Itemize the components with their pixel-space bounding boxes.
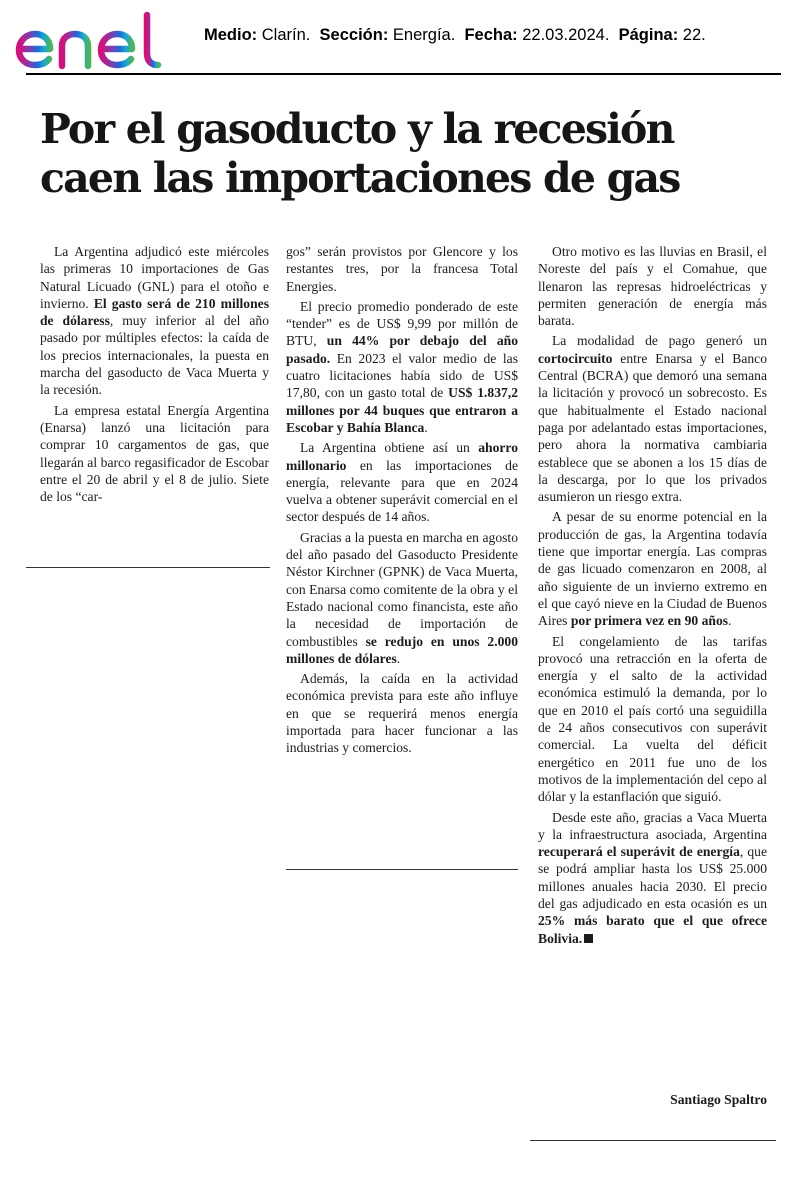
bold-text-run: un 44% por debajo del año pasado. [286,333,518,366]
article-column-1 [40,243,269,508]
col3-paragraph-1: Otro motivo es las lluvias en Brasil, el Noreste del país y el Comahue, que llenaron las represas hidroeléctricas y permiten generación de energía más barata. [538,244,767,329]
logo-letter-e1 [19,34,50,65]
author-byline: Santiago Spaltro [670,1092,767,1107]
text-run: en las importaciones de energía, relevante para que en 2024 vuelva a obtener superávit comercial en el sector después de 14 años. [286,457,518,525]
press-clipping-metadata [204,26,706,45]
text-run: . [424,419,428,435]
text-run: La modalidad de pago generó un [552,333,767,349]
text-run: Desde este año, gracias a Vaca Muerta y la infraestructura asociada, Argentina [538,809,767,842]
text-run: Gracias a la puesta en marcha en agosto del año pasado del Gasoducto Presidente Néstor Kirchner (GPNK) de Vaca Muerta, con Enarsa como comitente de la obra y el Estado nacional como financista, este año la necesidad de importación de combustibles [286,529,518,649]
headline-line-1: Por el gasoducto y la recesión [40,105,674,153]
pagina-label: Página: [618,26,679,44]
col2-paragraph-2 [286,439,518,525]
col3-paragraph-4: El congelamiento de las tarifas provocó una retracción en la oferta de energía y el salto de la actividad económica estimuló la demanda, por lo que en 2010 el país cortó una seguidilla de 24 años consecutivos con superávit comercial. La vuelta del déficit energético en 2011 fue uno de los motivos de la implementación del cepo al dólar y la estanflación que siguió. [538,633,767,805]
col3-paragraph-5 [538,809,767,947]
pagina-value: 22. [682,26,706,44]
col3-paragraph-3 [538,508,767,629]
bold-text-run: 25% más barato que el que ofrece Bolivia. [538,913,767,946]
text-run: , que se podrá ampliar hasta los US$ 25.000 millones anuales hacia 2030. El precio del gas adjudicado en esta ocasión es un [538,844,767,911]
headline-line-2: caen las importaciones de gas [40,154,680,202]
text-run: La Argentina adjudicó este miércoles las primeras 10 importaciones de Gas Natural Licuado (GNL) para el otoño e invierno. [40,244,269,311]
enel-logo [14,10,182,72]
bold-text-run: recuperará el superávit de energía [538,844,740,860]
header-divider [26,73,781,75]
fecha-label: Fecha: [464,26,518,44]
text-run: El precio promedio ponderado de este “tender” es de US$ 9,99 por millón de BTU, [286,298,518,349]
col2-paragraph-4: Además, la caída en la actividad económica prevista para este año influye en que se requerirá menos energía importada para hacer funcionar a las industrias y comercios. [286,671,518,756]
medio-value: Clarín. [261,26,311,44]
text-run: . [728,613,732,629]
seccion-label: Sección: [319,26,389,44]
text-run: . [396,650,401,666]
col3-paragraph-2 [538,332,767,505]
logo-letter-l [147,15,158,65]
bold-text-run: por primera vez en 90 años [570,613,729,629]
bold-text-run: ahorro millonario [286,440,518,473]
bold-text-run: El gasto será de 210 millones de dólaress [40,295,269,329]
col1-paragraph-1 [40,243,269,399]
column-3-end-rule [530,1140,776,1141]
end-of-article-square-icon [584,934,593,943]
logo-letter-n [62,34,88,66]
text-run: entre Enarsa y el Banco Central (BCRA) que demoró una semana la licitación y provocó un sobrecosto. Es que habitualmente el Estado nacional paga por adelantado estas importaciones, pero ahora la normativa cambiaria establece que se abonen a los 15 días de la descarga, por lo que los privados asumieron un riesgo extra. [538,350,767,505]
seccion-value: Energía. [392,26,456,44]
column-1-end-rule [26,567,270,568]
bold-text-run: US$ 1.837,2 millones por 44 buques que entraron a Escobar y Bahía Blanca [286,385,518,435]
col1-paragraph-2: La empresa estatal Energía Argentina (Enarsa) lanzó una licitación para comprar 10 cargamentos de gas, que llegarán al barco regasificador de Escobar entre el 20 de abril y el 8 de julio. Siete de los “car- [40,402,269,505]
logo-letter-e2 [101,34,132,65]
col2-paragraph-1 [286,298,518,436]
text-run: En 2023 el valor medio de las cuatro licitaciones había sido de US$ 17,80, con un gasto total de [286,350,518,401]
column-2-end-rule [286,869,518,870]
col2-paragraph-3 [286,529,518,667]
col2-paragraph-continuation: gos” serán provistos por Glencore y los restantes tres, por la francesa Total Energies. [286,244,518,294]
text-run: , muy inferior al del año pasado por múltiples efectos: la caída de los precios internacionales, la puesta en marcha del gasoducto de Vaca Muerta y la recesión. [40,313,269,398]
bold-text-run: cortocircuito [538,350,613,366]
text-run: La Argentina obtiene así un [300,440,479,456]
fecha-value: 22.03.2024. [522,26,610,44]
bold-text-run: se redujo en unos 2.000 millones de dólares [286,633,518,666]
article-column-3 [538,243,767,950]
text-run: A pesar de su enorme potencial en la producción de gas, la Argentina todavía tiene que importar energía. Las compras de gas licuado comenzaron en 2008, al año siguiente de un invierno extremo en el que cayó nieve en la Ciudad de Buenos Aires [538,509,767,629]
article-column-2 [286,243,518,760]
medio-label: Medio: [204,26,258,44]
article-headline [40,105,780,203]
